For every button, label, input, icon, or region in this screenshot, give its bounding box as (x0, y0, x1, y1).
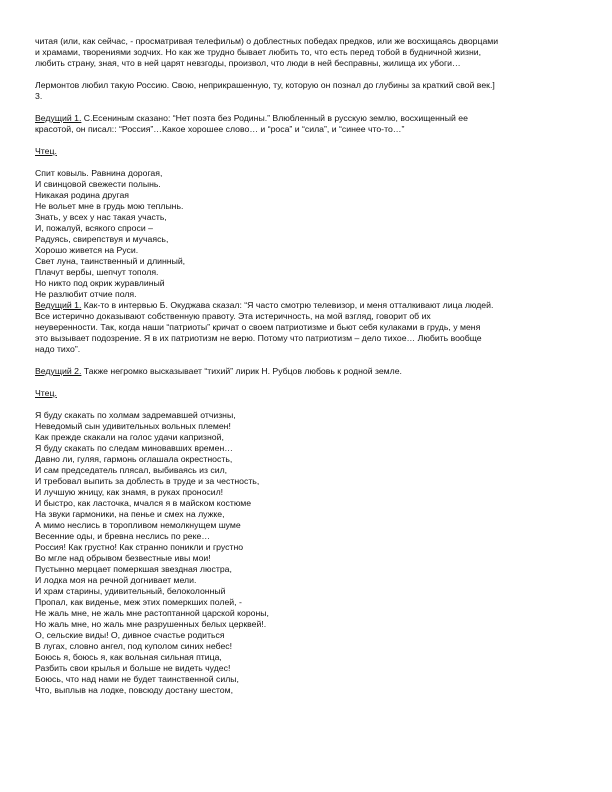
speaker-text: Также негромко высказывает “тихий” лирик Н. Рубцов любовь к родной земле. (81, 366, 402, 376)
text-line: 3. (35, 91, 43, 101)
poem-line: Я буду скакать по следам миновавших времен… (35, 443, 233, 453)
poem-line: А мимо неслись в торопливом немолкнущем шуме (35, 520, 241, 530)
poem-line: О, сельские виды! О, дивное счастье родиться (35, 630, 225, 640)
poem-line: И храм старины, удивительный, белоколонный (35, 586, 226, 596)
host2-paragraph (35, 366, 580, 377)
poem-line: В лугах, словно ангел, под куполом синих небес! (35, 641, 233, 651)
poem-line: Пустынно мерцает померкшая звездная люстра, (35, 564, 232, 574)
poem-line: Но жаль мне, но жаль мне разрушенных белых церквей!. (35, 619, 267, 629)
poem-line: Радуясь, свирепствуя и мучаясь, (35, 234, 169, 244)
poem-line: Что, выплыв на лодке, повсюду достану шестом, (35, 685, 234, 695)
poem-line: Плачут вербы, шепчут тополя. (35, 267, 159, 277)
text-line (35, 113, 580, 124)
reader-label: Чтец. (35, 388, 57, 398)
poem-line: И лодка моя на речной догнивает мели. (35, 575, 197, 585)
speaker-label: Ведущий 2. (35, 366, 82, 376)
poem-line: И лучшую жницу, как знамя, в руках проносил! (35, 487, 224, 497)
text-line: неуверенности. Так, когда наши “патриоты” кричат о своем патриотизме и бьют себя кулаками в грудь, у меня (35, 322, 481, 332)
poem-line: Никакая родина другая (35, 190, 129, 200)
reader-label: Чтец. (35, 146, 57, 156)
host1-paragraph-esenin (35, 113, 580, 135)
text-line: читая (или, как сейчас, - просматривая телефильм) о доблестных победах предков, или же восхищаясь дворцами (35, 36, 499, 46)
poem-line: И, пожалуй, всякого спроси – (35, 223, 153, 233)
poem-line: Боюсь, что над нами не будет таинственной силы, (35, 674, 239, 684)
text-line: и храмами, творениями зодчих. Но как же трудно бывает любить то, что есть перед тобой в будничной жизни, (35, 47, 482, 57)
poem-line: Разбить свои крылья и больше не видеть чудес! (35, 663, 231, 673)
poem-line: Я буду скакать по холмам задремавшей отчизны, (35, 410, 236, 420)
poem-line: Хорошо живется на Руси. (35, 245, 139, 255)
poem-line: Во мгле над обрывом безвестные ивы мои! (35, 553, 211, 563)
intro-paragraph (35, 36, 580, 69)
text-line: Лермонтов любил такую Россию. Свою, неприкрашенную, ту, которую он познал до глубины за краткий свой век.] (35, 80, 495, 90)
poem-line: Спит ковыль. Равнина дорогая, (35, 168, 163, 178)
reader-heading-2 (35, 388, 580, 399)
speaker-text: С.Есениным сказано: “Нет поэта без Родины.” Влюбленный в русскую землю, восхищенный ее (81, 113, 468, 123)
poem-line: И сам председатель плясал, выбиваясь из сил, (35, 465, 228, 475)
reader-heading-1 (35, 146, 580, 157)
poem-line: Как прежде скакали на голос удачи капризной, (35, 432, 224, 442)
poem-line: И требовал выпить за доблесть в труде и за честность, (35, 476, 260, 486)
poem-line: Весенние оды, и бревна неслись по реке… (35, 531, 211, 541)
speaker-label: Ведущий 1. (35, 113, 82, 123)
speaker-text: Как-то в интервью Б. Окуджава сказал: “Я часто смотрю телевизор, и меня отталкивают лица людей. (81, 300, 494, 310)
poem-line: Давно ли, гуляя, гармонь оглашала окрестность, (35, 454, 233, 464)
poem-esenin (35, 168, 580, 300)
text-line: любить страну, зная, что в ней царят невзгоды, произвол, что люди в ней бесправны, жилища их убоги… (35, 58, 461, 68)
text-line: надо тихо”. (35, 344, 81, 354)
text-line (35, 366, 580, 377)
lermontov-paragraph (35, 80, 580, 102)
host1-paragraph-okudzhava (35, 300, 580, 355)
speaker-label: Ведущий 1. (35, 300, 82, 310)
poem-line: Не вольет мне в грудь мою теплынь. (35, 201, 184, 211)
poem-line: И свинцовой свежести полынь. (35, 179, 161, 189)
poem-line: Боюсь я, боюсь я, как вольная сильная птица, (35, 652, 222, 662)
poem-line: Не разлюбит отчие поля. (35, 289, 137, 299)
poem-line: Знать, у всех у нас такая участь, (35, 212, 167, 222)
text-line: это вызывает подозрение. Я в их патриотизм не верю. Потому что патриотизм – дело тихое… Любить вообще (35, 333, 482, 343)
poem-line: Пропал, как виденье, меж этих померкших полей, - (35, 597, 242, 607)
poem-rubtsov (35, 410, 580, 696)
text-line: Все истерично доказывают собственную правоту. Эта истеричность, на мой взгляд, говорит об их (35, 311, 431, 321)
text-line (35, 300, 580, 311)
document-page (35, 36, 580, 696)
text-line: красотой, он писал:: “Россия”…Какое хорошее слово… и “роса” и “сила”, и “синее что-то…” (35, 124, 405, 134)
poem-line: Но никто под окрик журавлиный (35, 278, 165, 288)
poem-line: И быстро, как ласточка, мчался я в майском костюме (35, 498, 252, 508)
poem-line: Россия! Как грустно! Как странно поникли и грустно (35, 542, 244, 552)
poem-line: Свет луна, таинственный и длинный, (35, 256, 186, 266)
poem-line: Не жаль мне, не жаль мне растоптанной царской короны, (35, 608, 269, 618)
poem-line: На звуки гармоники, на пенье и смех на лужке, (35, 509, 225, 519)
poem-line: Неведомый сын удивительных вольных племен! (35, 421, 231, 431)
